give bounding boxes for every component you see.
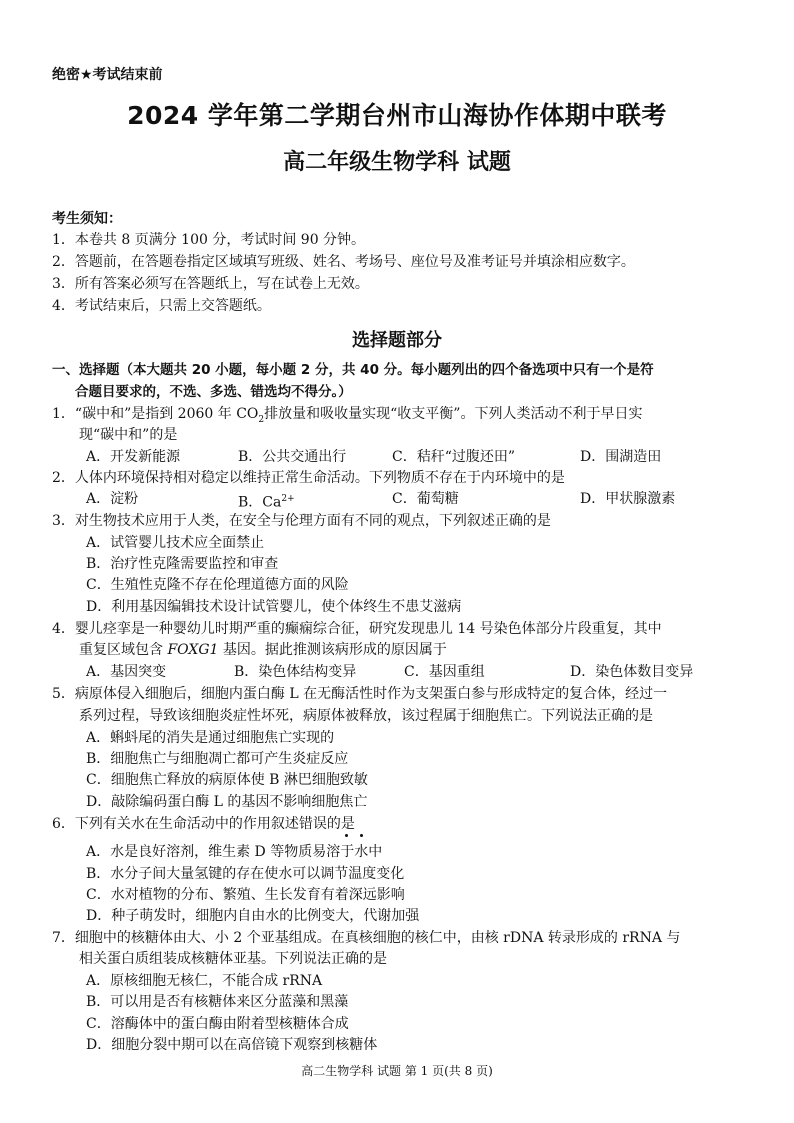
q2-option-b-sup: 2+ bbox=[281, 494, 295, 504]
question-4-stem: 4．婴儿痉挛是一种婴幼儿时期严重的癫痫综合征，研究发现患儿 14 号染色体部分片段重复，其中 bbox=[52, 621, 662, 637]
q1-stem-b: 排放量和吸收量实现“收支平衡”。下列人类活动不利于早日实 bbox=[264, 406, 643, 422]
q1-option-a: A．开发新能源 bbox=[86, 449, 181, 465]
q5-option-d: D．敲除编码蛋白酶 L 的基因不影响细胞焦亡 bbox=[86, 794, 368, 810]
q4-stem-a: 重复区域包含 bbox=[79, 642, 168, 658]
notice-item: 1．本卷共 8 页满分 100 分，考试时间 90 分钟。 bbox=[52, 232, 366, 248]
page-footer: 高二生物学科 试题 第 1 页(共 8 页) bbox=[301, 1064, 493, 1078]
section-instruction-cont: 合题目要求的，不选、多选、错选均不得分。） bbox=[75, 384, 352, 400]
q6-option-a: A．水是良好溶剂，维生素 D 等物质易溶于水中 bbox=[86, 844, 383, 860]
q1-stem-a: 1．“碳中和”是指到 2060 年 CO bbox=[52, 406, 259, 422]
section-title: 选择题部分 bbox=[352, 330, 442, 351]
question-7-stem: 7．细胞中的核糖体由大、小 2 个亚基组成。在真核细胞的核仁中，由核 rDNA 转录形成的 rRNA 与 bbox=[52, 930, 681, 946]
notice-item: 4．考试结束后，只需上交答题纸。 bbox=[52, 298, 271, 314]
q4-stem-b: 基因。据此推测该病形成的原因属于 bbox=[218, 642, 447, 658]
q4-option-d: D．染色体数目变异 bbox=[570, 664, 694, 680]
q2-option-b bbox=[238, 489, 295, 513]
question-3-stem: 3．对生物技术应用于人类，在安全与伦理方面有不同的观点，下列叙述正确的是 bbox=[52, 513, 551, 529]
gene-name: FOXG1 bbox=[167, 642, 219, 658]
q4-option-b: B．染色体结构变异 bbox=[234, 664, 357, 680]
question-1-stem-cont: 现“碳中和”的是 bbox=[79, 427, 178, 443]
q3-option-b: B．治疗性克隆需要监控和审查 bbox=[86, 556, 279, 572]
q2-option-d: D．甲状腺激素 bbox=[580, 491, 676, 507]
q2-option-a: A．淀粉 bbox=[86, 491, 139, 507]
question-6-stem bbox=[52, 814, 355, 834]
q7-option-d: D．细胞分裂中期可以在高倍镜下观察到核糖体 bbox=[86, 1037, 378, 1053]
q1-option-c: C．秸秆“过腹还田” bbox=[392, 449, 516, 465]
question-4-stem-cont bbox=[79, 640, 447, 660]
q1-option-b: B．公共交通出行 bbox=[238, 449, 347, 465]
q4-option-c: C．基因重组 bbox=[404, 664, 485, 680]
section-instruction: 一、选择题（本大题共 20 小题，每小题 2 分，共 40 分。每小题列出的四个备选项中只有一个是符 bbox=[52, 362, 654, 378]
q3-option-c: C．生殖性克隆不存在伦理道德方面的风险 bbox=[86, 577, 349, 593]
q6-stem-b: 的是 bbox=[326, 816, 355, 832]
q4-option-a: A．基因突变 bbox=[86, 664, 167, 680]
q2-option-b-text: B．Ca bbox=[238, 494, 282, 511]
q1-option-d: D．围湖造田 bbox=[580, 449, 662, 465]
notice-item: 2．答题前，在答题卷指定区域填写班级、姓名、考场号、座位号及准考证号并填涂相应数字。 bbox=[52, 254, 635, 270]
q3-option-d: D．利用基因编辑技术设计试管婴儿，使个体终生不患艾滋病 bbox=[86, 599, 462, 615]
q5-option-a: A．蝌蚪尾的消失是通过细胞焦亡实现的 bbox=[86, 730, 335, 746]
question-7-stem-cont: 相关蛋白质组装成核糖体亚基。下列说法正确的是 bbox=[79, 951, 387, 967]
emphasis-dots bbox=[342, 834, 372, 840]
q6-stem-a: 6．下列有关水在生命活动中的作用叙述 bbox=[52, 816, 299, 832]
notice-item: 3．所有答案必须写在答题纸上，写在试卷上无效。 bbox=[52, 276, 369, 292]
exam-subtitle: 高二年级生物学科 试题 bbox=[283, 150, 511, 175]
exam-title: 2024 学年第二学期台州市山海协作体期中联考 bbox=[127, 101, 667, 130]
question-5-stem: 5．病原体侵入细胞后，细胞内蛋白酶 L 在无酶活性时作为支架蛋白参与形成特定的复合体，经过一 bbox=[52, 686, 668, 702]
q6-option-d: D．种子萌发时，细胞内自由水的比例变大，代谢加强 bbox=[86, 908, 420, 924]
q1-subscript: 2 bbox=[258, 414, 265, 425]
q2-option-c: C．葡萄糖 bbox=[392, 491, 459, 507]
q6-option-c: C．水对植物的分布、繁殖、生长发育有着深远影响 bbox=[86, 887, 405, 903]
q5-option-b: B．细胞焦亡与细胞凋亡都可产生炎症反应 bbox=[86, 751, 349, 767]
q5-option-c: C．细胞焦亡释放的病原体使 B 淋巴细胞致敏 bbox=[86, 772, 368, 788]
secret-mark: 绝密★考试结束前 bbox=[52, 67, 163, 83]
q7-option-c: C．溶酶体中的蛋白酶由附着型核糖体合成 bbox=[86, 1016, 349, 1032]
question-5-stem-cont: 系列过程，导致该细胞炎症性坏死，病原体被释放，该过程属于细胞焦亡。下列说法正确的是 bbox=[79, 708, 653, 724]
q7-option-b: B．可以用是否有核糖体来区分蓝藻和黑藻 bbox=[86, 994, 349, 1010]
q3-option-a: A．试管婴儿技术应全面禁止 bbox=[86, 535, 265, 551]
q6-option-b: B．水分子间大量氢键的存在使水可以调节温度变化 bbox=[86, 866, 405, 882]
question-2-stem: 2．人体内环境保持相对稳定以维持正常生命活动。下列物质不存在于内环境中的是 bbox=[52, 470, 565, 486]
q7-option-a: A．原核细胞无核仁，不能合成 rRNA bbox=[86, 973, 323, 989]
notice-heading: 考生须知： bbox=[52, 211, 122, 227]
emphasis-word: 错误 bbox=[298, 816, 327, 832]
